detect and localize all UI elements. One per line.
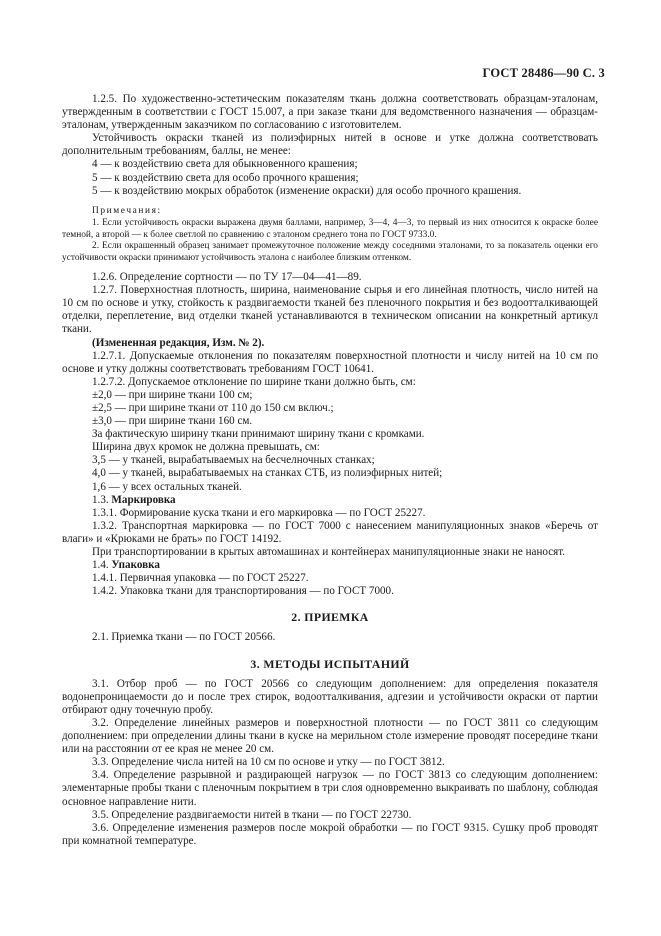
paragraph-1-2-5: 1.2.5. По художественно-эстетическим показателям ткань должна соответствовать образцам-эталонам, утвержденным в соответствии с ГОСТ 15.007, а при заказе ткани для ведомственного назначения — образцам-эталонам, утвержденным заказчиком по согласованию с изготовителем.	[62, 93, 598, 132]
section-2-heading: 2. ПРИЕМКА	[291, 610, 369, 625]
paragraph-selvedge: Ширина двух кромок не должна превышать, см:	[92, 441, 320, 454]
page-header: ГОСТ 28486—90 С. 3	[482, 66, 605, 80]
list-item: 3,5 — у тканей, вырабатываемых на бесчелночных станках;	[92, 454, 375, 467]
list-item: ±2,5 — при ширине ткани от 110 до 150 см включ.;	[92, 401, 334, 414]
amendment-note: (Измененная редакция, Изм. № 2).	[92, 336, 265, 349]
paragraph-2-1: 2.1. Приемка ткани — по ГОСТ 20566.	[92, 631, 276, 644]
paragraph-3-2: 3.2. Определение линейных размеров и поверхностной плотности — по ГОСТ 3811 со следующим дополнением: при определении длины ткани в куске на мерильном столе измерение проводят посередине ткани или на расстоянии от ее края не менее 20 см.	[62, 716, 598, 756]
list-item: 4 — к воздействию света для обыкновенного крашения;	[92, 158, 358, 171]
note-2: 2. Если окрашенный образец занимает промежуточное положение между соседними эталонами, то за показатель оценки его устойчивости окраски принимают устойчивость эталона с наиболее близким оттенком.	[62, 241, 598, 264]
paragraph-1-3-1: 1.3.1. Формирование куска ткани и его маркировка — по ГОСТ 25227.	[92, 506, 426, 519]
subsection-title: Маркировка	[111, 493, 176, 506]
paragraph-1-4-2: 1.4.2. Упаковка ткани для транспортирования — по ГОСТ 7000.	[92, 585, 394, 598]
document-body	[62, 93, 598, 848]
note-1: 1. Если устойчивость окраски выражена двумя баллами, например, 3—4, 4—3, то первый из них относится к окраске более темной, а второй — к более светлой по сравнению с эталоном среднего тона по ГОСТ 9733.0.	[62, 217, 598, 240]
paragraph-colorfastness: Устойчивость окраски тканей из полиэфирных нитей в основе и утке должна соответствовать дополнительным требованиям, баллы, не менее:	[62, 132, 598, 158]
paragraph-3-5: 3.5. Определение раздвигаемости нитей в ткани — по ГОСТ 22730.	[92, 808, 412, 821]
paragraph-1-2-6: 1.2.6. Определение сортности — по ТУ 17—04—41—89.	[92, 271, 362, 284]
notes-heading: Примечания:	[92, 205, 162, 216]
paragraph-1-2-7: 1.2.7. Поверхностная плотность, ширина, наименование сырья и его линейная плотность, число нитей на 10 см по основе и утку, стойкость к раздвигаемости тканей без пленочного покрытия и без водоотталкивающей отделки, переплетение, вид отделки тканей устанавливаются в техническом описании на конкретный артикул ткани.	[62, 284, 598, 336]
paragraph-1-2-7-2: 1.2.7.2. Допускаемое отклонение по ширине ткани должно быть, см:	[92, 375, 416, 388]
subsection-1-4-heading	[62, 559, 598, 572]
paragraph-1-3-2: 1.3.2. Транспортная маркировка — по ГОСТ 7000 с нанесением манипуляционных знаков «Беречь от влаги» и «Крюками не брать» по ГОСТ 14192.	[62, 519, 598, 545]
list-item: ±3,0 — при ширине ткани 160 см.	[92, 415, 253, 428]
list-item: 1,6 — у всех остальных тканей.	[92, 480, 242, 493]
paragraph-1-2-7-1: 1.2.7.1. Допускаемые отклонения по показателям поверхностной плотности и числу нитей на 10 см по основе и утку должны соответствовать требованиям ГОСТ 10641.	[62, 349, 598, 375]
section-3-heading: 3. МЕТОДЫ ИСПЫТАНИЙ	[250, 656, 410, 671]
list-item: ±2,0 — при ширине ткани 100 см;	[92, 388, 253, 401]
paragraph-3-1: 3.1. Отбор проб — по ГОСТ 20566 со следующим дополнением: для определения показателя водонепроницаемости до и после трех стирок, водоотталкивания, адгезии и устойчивости окраски от партии отбирают одну точечную пробу.	[62, 677, 598, 716]
subsection-title: Упаковка	[111, 559, 160, 572]
subsection-number: 1.3.	[92, 493, 112, 506]
paragraph-3-6: 3.6. Определение изменения размеров после мокрой обработки — по ГОСТ 9315. Сушку проб проводят при комнатной температуре.	[62, 821, 598, 847]
list-item: 5 — к воздействию света для особо прочного крашения;	[92, 171, 359, 184]
list-item: 5 — к воздействию мокрых обработок (изменение окраски) для особо прочного крашения.	[92, 184, 522, 197]
subsection-1-3-heading	[62, 494, 598, 507]
subsection-number: 1.4.	[92, 559, 112, 572]
paragraph-1-4-1: 1.4.1. Первичная упаковка — по ГОСТ 25227.	[92, 572, 309, 585]
paragraph-transport: При транспортировании в крытых автомашинах и контейнерах манипуляционные знаки не наносят.	[92, 546, 566, 558]
list-item: 4,0 — у тканей, вырабатываемых на станках СТБ, из полиэфирных нитей;	[92, 467, 443, 480]
paragraph-3-3: 3.3. Определение числа нитей на 10 см по основе и утку — по ГОСТ 3812.	[92, 756, 445, 769]
paragraph-width-note: За фактическую ширину ткани принимают ширину ткани с кромками.	[92, 428, 425, 441]
paragraph-3-4: 3.4. Определение разрывной и раздирающей нагрузок — по ГОСТ 3813 со следующим дополнением: элементарные пробы ткани с пленочным покрытием в три слоя одновременно выкраивать по шаблону, соблюдая основное направление нити.	[62, 769, 598, 808]
